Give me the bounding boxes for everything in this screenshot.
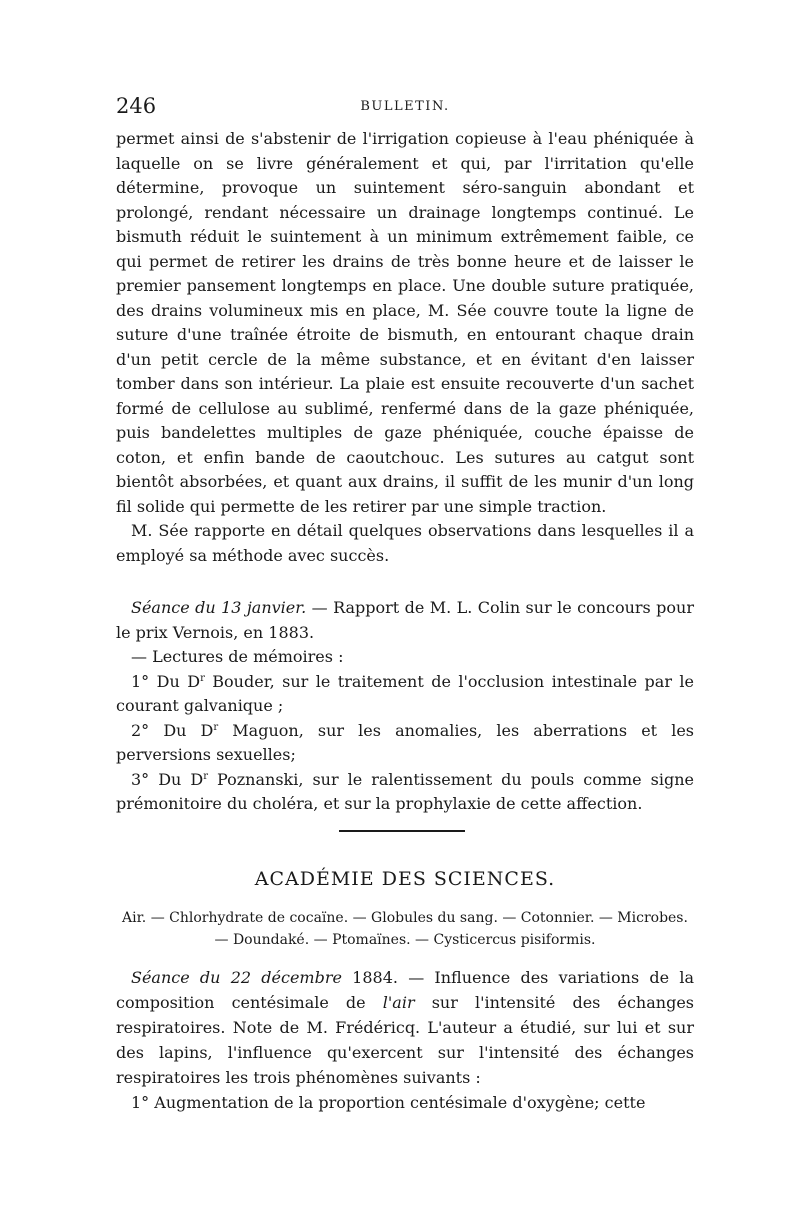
item-number: 2° [131,720,150,740]
air-italic: l'air [382,993,415,1012]
list-item: 1° Augmentation de la proportion centésimale d'oxygène; cette [131,1093,646,1112]
seance-date: Séance du 22 décembre [131,968,342,987]
running-head [116,94,694,120]
doctor-abbr: Du D [156,671,201,691]
running-title: BULLETIN. [360,99,450,114]
superscript: r [203,770,208,782]
paragraph: M. Sée rapporte en détail quelques observations dans lesquelles il a employé sa méthode avec succès. [116,521,694,565]
section-summary: Air. — Chlorhydrate de cocaïne. — Globules du sang. — Cotonnier. — Microbes. — Doundaké. — Ptomaïnes. — Cysticercus pisiformis. [122,910,688,948]
doctor-abbr: Du D [158,769,204,789]
item-text: Poznanski, sur le ralentissement du pouls comme signe prémonitoire du choléra, et sur la prophylaxie de cette affection. [116,769,695,813]
list-item [116,670,694,719]
item-text: Bouder, sur le traitement de l'occlusion intestinale par le courant galvanique ; [116,671,695,715]
item-number: 3° [131,769,150,789]
seance-date: Séance du 13 janvier. [131,598,307,617]
section-divider [339,830,465,832]
seance-text: sur l'intensité des échanges respiratoires. Note de M. Frédéricq. L'auteur a étudié, sur lui et sur des lapins, l'influence qu'exercent sur l'intensité des échanges respiratoires les trois phénomènes suivants : [116,993,694,1087]
text-block-seance-13-janvier [116,596,694,817]
doctor-abbr: Du D [163,720,214,740]
list-item [116,768,694,817]
seance-text: — Rapport de M. L. Colin sur le concours pour le prix Vernois, en 1883. [116,598,695,642]
paragraph-seance [116,596,694,645]
page-number: 246 [116,94,157,118]
paragraph-lectures: — Lectures de mémoires : [131,647,344,666]
section-title: ACADÉMIE DES SCIENCES. [254,868,556,890]
item-number: 1° [131,671,150,691]
paragraph: permet ainsi de s'abstenir de l'irrigation copieuse à l'eau phéniquée à laquelle on se livre généralement et qui, par l'irritation qu'elle détermine, provoque un suintement séro-sanguin abondant et prolongé, rendant nécessaire un drainage longtemps continué. Le bismuth réduit le suintement à un minimum extrêmement faible, ce qui permet de retirer les drains de très bonne heure et de laisser le premier pansement longtemps en place. Une double suture pratiquée, des drains volumineux mis en place, M. Sée couvre toute la ligne de suture d'une traînée étroite de bismuth, en entourant chaque drain d'un petit cercle de la même substance, et en évitant d'en laisser tomber dans son intérieur. La plaie est ensuite recouverte d'un sachet formé de cellulose au sublimé, renfermé dans de la gaze phéniquée, puis bandelettes multiples de gaze phéniquée, couche épaisse de coton, et enfin bande de caoutchouc. Les sutures au catgut sont bientôt absorbées, et quant aux drains, il suffit de les munir d'un long fil solide qui permette de les retirer par une simple traction. [116,129,694,516]
superscript: r [200,672,205,684]
paragraph-seance [116,965,694,1090]
list-item [116,719,694,768]
item-text: Maguon, sur les anomalies, les aberrations et les perversions sexuelles; [116,720,694,764]
seance-year: 1884. [341,968,398,987]
text-block-bismuth [116,127,694,568]
seance-text: — Influence des variations de la composition centésimale de [116,968,694,1012]
text-block-seance-22-decembre [116,965,694,1115]
superscript: r [213,721,219,733]
